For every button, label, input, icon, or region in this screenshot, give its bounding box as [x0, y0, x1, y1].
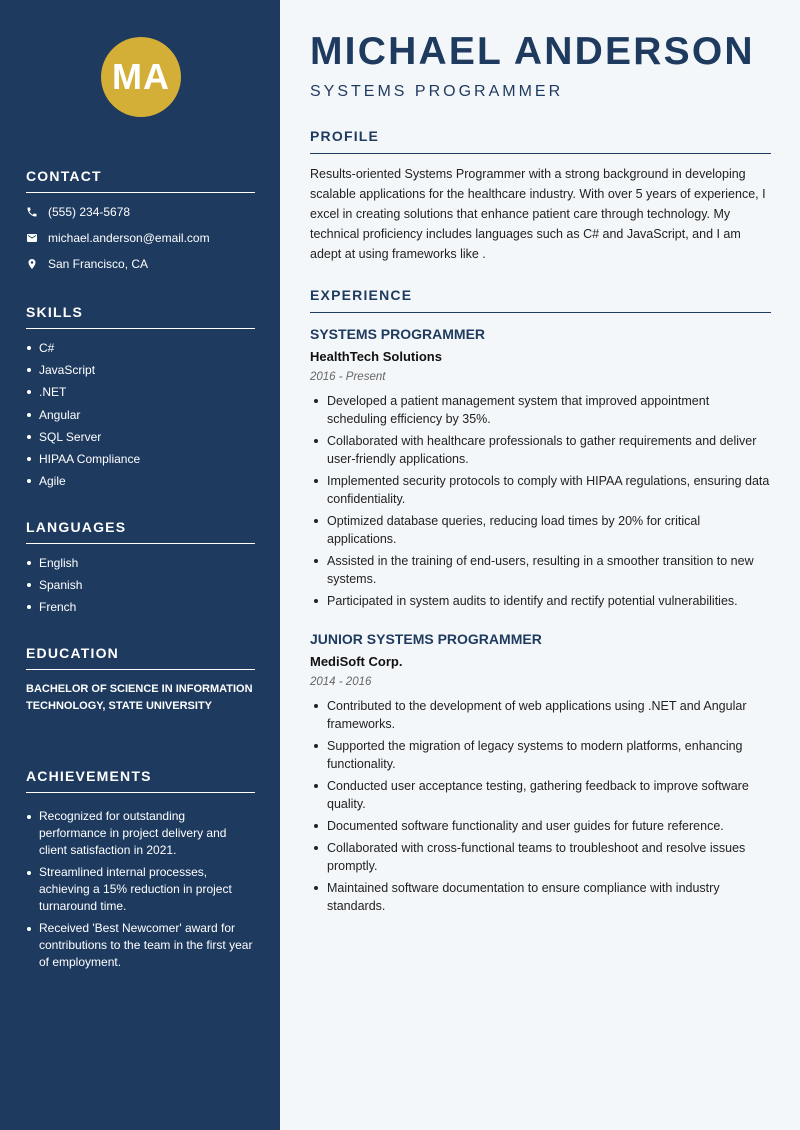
- achievements-list: [26, 808, 255, 971]
- list-item: JavaScript: [26, 359, 255, 381]
- list-item: Collaborated with cross-functional teams to troubleshoot and resolve issues promptly.: [310, 839, 771, 875]
- education-title: EDUCATION: [26, 645, 255, 670]
- education-section: [26, 645, 255, 715]
- contact-phone: [26, 199, 255, 225]
- sidebar: [0, 0, 280, 1130]
- list-item: Documented software functionality and user guides for future reference.: [310, 817, 771, 835]
- list-item: Assisted in the training of end-users, resulting in a smoother transition to new systems.: [310, 552, 771, 588]
- job-dates: 2016 - Present: [310, 371, 386, 383]
- job-title: JUNIOR SYSTEMS PROGRAMMER: [310, 631, 542, 647]
- achievements-title: ACHIEVEMENTS: [26, 768, 255, 793]
- phone-icon: [26, 206, 48, 218]
- job-company: MediSoft Corp.: [310, 654, 403, 669]
- contact-title: CONTACT: [26, 168, 255, 193]
- job-company: HealthTech Solutions: [310, 349, 442, 364]
- job-role: SYSTEMS PROGRAMMER: [310, 83, 564, 100]
- list-item: Recognized for outstanding performance in project delivery and client satisfaction in 2021.: [26, 808, 255, 859]
- languages-title: LANGUAGES: [26, 519, 255, 544]
- languages-list: [26, 552, 255, 619]
- location-pin-icon: [26, 258, 48, 270]
- skills-title: SKILLS: [26, 304, 255, 329]
- job-bullets: [310, 392, 771, 610]
- profile-title: PROFILE: [310, 128, 771, 154]
- list-item: English: [26, 552, 255, 574]
- list-item: Conducted user acceptance testing, gathering feedback to improve software quality.: [310, 777, 771, 813]
- list-item: Optimized database queries, reducing load times by 20% for critical applications.: [310, 512, 771, 548]
- list-item: Streamlined internal processes, achieving a 15% reduction in project turnaround time.: [26, 864, 255, 915]
- list-item: French: [26, 596, 255, 618]
- avatar: MA: [101, 37, 181, 117]
- contact-section: [26, 168, 255, 277]
- email-icon: [26, 232, 48, 244]
- list-item: Participated in system audits to identify and rectify potential vulnerabilities.: [310, 592, 771, 610]
- list-item: Maintained software documentation to ensure compliance with industry standards.: [310, 879, 771, 915]
- job-bullets: [310, 697, 771, 915]
- list-item: Contributed to the development of web applications using .NET and Angular frameworks.: [310, 697, 771, 733]
- profile-text: Results-oriented Systems Programmer with a strong background in developing scalable applications for the healthcare industry. With over 5 years of experience, I excel in creating solutions that enhance patient care through technology. My technical proficiency includes languages such as C# and JavaScript, and I am adept at using frameworks like .: [310, 167, 766, 261]
- list-item: Supported the migration of legacy systems to modern platforms, enhancing functionality.: [310, 737, 771, 773]
- email-text: michael.anderson@email.com: [48, 231, 210, 245]
- skills-section: [26, 304, 255, 492]
- skills-list: [26, 337, 255, 492]
- job-dates: 2014 - 2016: [310, 676, 372, 688]
- job-entry: [310, 326, 771, 614]
- job-title: SYSTEMS PROGRAMMER: [310, 326, 486, 342]
- job-entry: [310, 631, 771, 919]
- languages-section: [26, 519, 255, 619]
- list-item: Implemented security protocols to comply with HIPAA regulations, ensuring data confidentiality.: [310, 472, 771, 508]
- contact-location: [26, 251, 255, 277]
- list-item: Agile: [26, 470, 255, 492]
- list-item: SQL Server: [26, 426, 255, 448]
- list-item: Collaborated with healthcare professionals to gather requirements and deliver user-friendly applications.: [310, 432, 771, 468]
- list-item: C#: [26, 337, 255, 359]
- list-item: Received 'Best Newcomer' award for contributions to the team in the first year of employment.: [26, 920, 255, 971]
- list-item: HIPAA Compliance: [26, 448, 255, 470]
- education-degree: BACHELOR OF SCIENCE IN INFORMATION TECHNOLOGY, STATE UNIVERSITY: [26, 683, 253, 712]
- phone-text: (555) 234-5678: [48, 205, 131, 219]
- contact-email: [26, 225, 255, 251]
- list-item: Angular: [26, 404, 255, 426]
- experience-title: EXPERIENCE: [310, 287, 771, 313]
- location-text: San Francisco, CA: [48, 257, 149, 271]
- list-item: Developed a patient management system that improved appointment scheduling efficiency by 35%.: [310, 392, 771, 428]
- list-item: .NET: [26, 381, 255, 403]
- list-item: Spanish: [26, 574, 255, 596]
- achievements-section: [26, 768, 255, 976]
- page-title: MICHAEL ANDERSON: [310, 30, 755, 73]
